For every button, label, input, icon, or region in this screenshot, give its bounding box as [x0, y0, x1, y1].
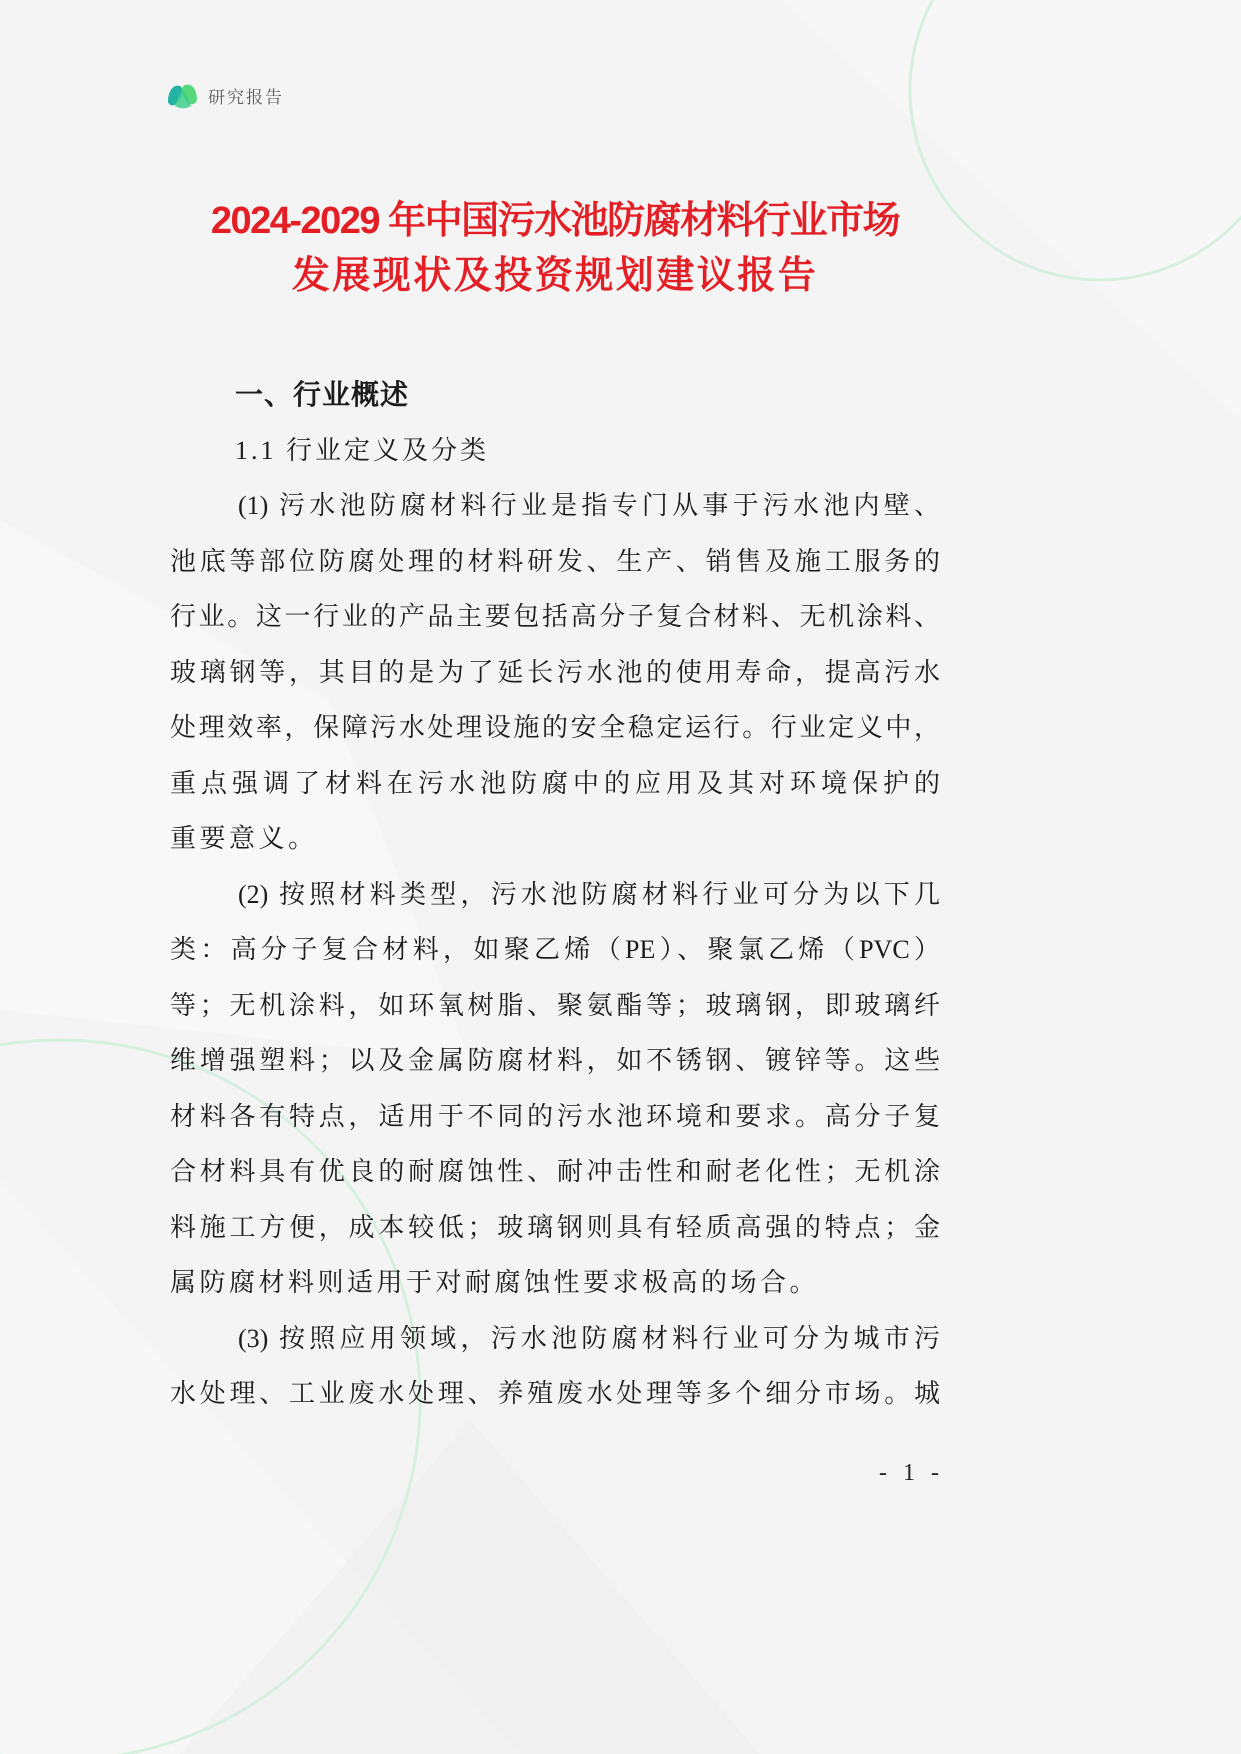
paragraph-line: 处理效率，保障污水处理设施的安全稳定运行。行业定义中， — [170, 713, 940, 742]
paragraph-line: (2) 按照材料类型，污水池防腐材料行业可分为以下几 — [238, 879, 940, 909]
paragraph-line: 材料各有特点，适用于不同的污水池环境和要求。高分子复 — [170, 1101, 940, 1131]
title-line: 发展现状及投资规划建议报告 — [291, 255, 819, 297]
paragraph — [170, 478, 940, 867]
paragraph-line: 重点强调了材料在污水池防腐中的应用及其对环境保护的 — [170, 768, 940, 798]
leaf-logo-icon — [166, 80, 199, 110]
paragraph-line: 类：高分子复合材料，如聚乙烯（PE）、聚氯乙烯（PVC） — [170, 935, 940, 964]
document-body — [170, 367, 940, 1422]
paragraph-line: 维增强塑料；以及金属防腐材料，如不锈钢、镀锌等。这些 — [170, 1046, 940, 1075]
paragraph — [170, 1311, 940, 1422]
paragraph-line: (1) 污水池防腐材料行业是指专门从事于污水池内壁、 — [238, 491, 940, 520]
paragraph-line: (3) 按照应用领域，污水池防腐材料行业可分为城市污 — [238, 1323, 940, 1353]
paragraph-line: 料施工方便，成本较低；玻璃钢则具有轻质高强的特点；金 — [170, 1212, 940, 1242]
paragraph-line: 池底等部位防腐处理的材料研发、生产、销售及施工服务的 — [170, 546, 940, 576]
paragraph-line: 重要意义。 — [170, 824, 318, 853]
paragraph-line: 属防腐材料则适用于对耐腐蚀性要求极高的场合。 — [170, 1268, 820, 1297]
paragraph-line: 等；无机涂料，如环氧树脂、聚氨酯等；玻璃钢，即玻璃纤 — [170, 990, 940, 1020]
document-title — [170, 194, 940, 304]
section-heading: 一、行业概述 — [235, 378, 410, 411]
paragraph-line: 合材料具有优良的耐腐蚀性、耐冲击性和耐老化性；无机涂 — [170, 1157, 940, 1186]
paragraph — [170, 867, 940, 1311]
paragraph-line: 行业。这一行业的产品主要包括高分子复合材料、无机涂料、 — [170, 602, 940, 631]
paragraph-line: 玻璃钢等，其目的是为了延长污水池的使用寿命，提高污水 — [170, 657, 940, 687]
header-logo — [166, 79, 284, 111]
title-line: 2024-2029 年中国污水池防腐材料行业市场 — [210, 200, 900, 242]
page-number: - 1 - — [879, 1460, 944, 1486]
logo-text: 研究报告 — [208, 87, 284, 108]
section-subheading: 1.1 行业定义及分类 — [235, 435, 490, 465]
paragraph-line: 水处理、工业废水处理、养殖废水处理等多个细分市场。城 — [170, 1379, 940, 1408]
